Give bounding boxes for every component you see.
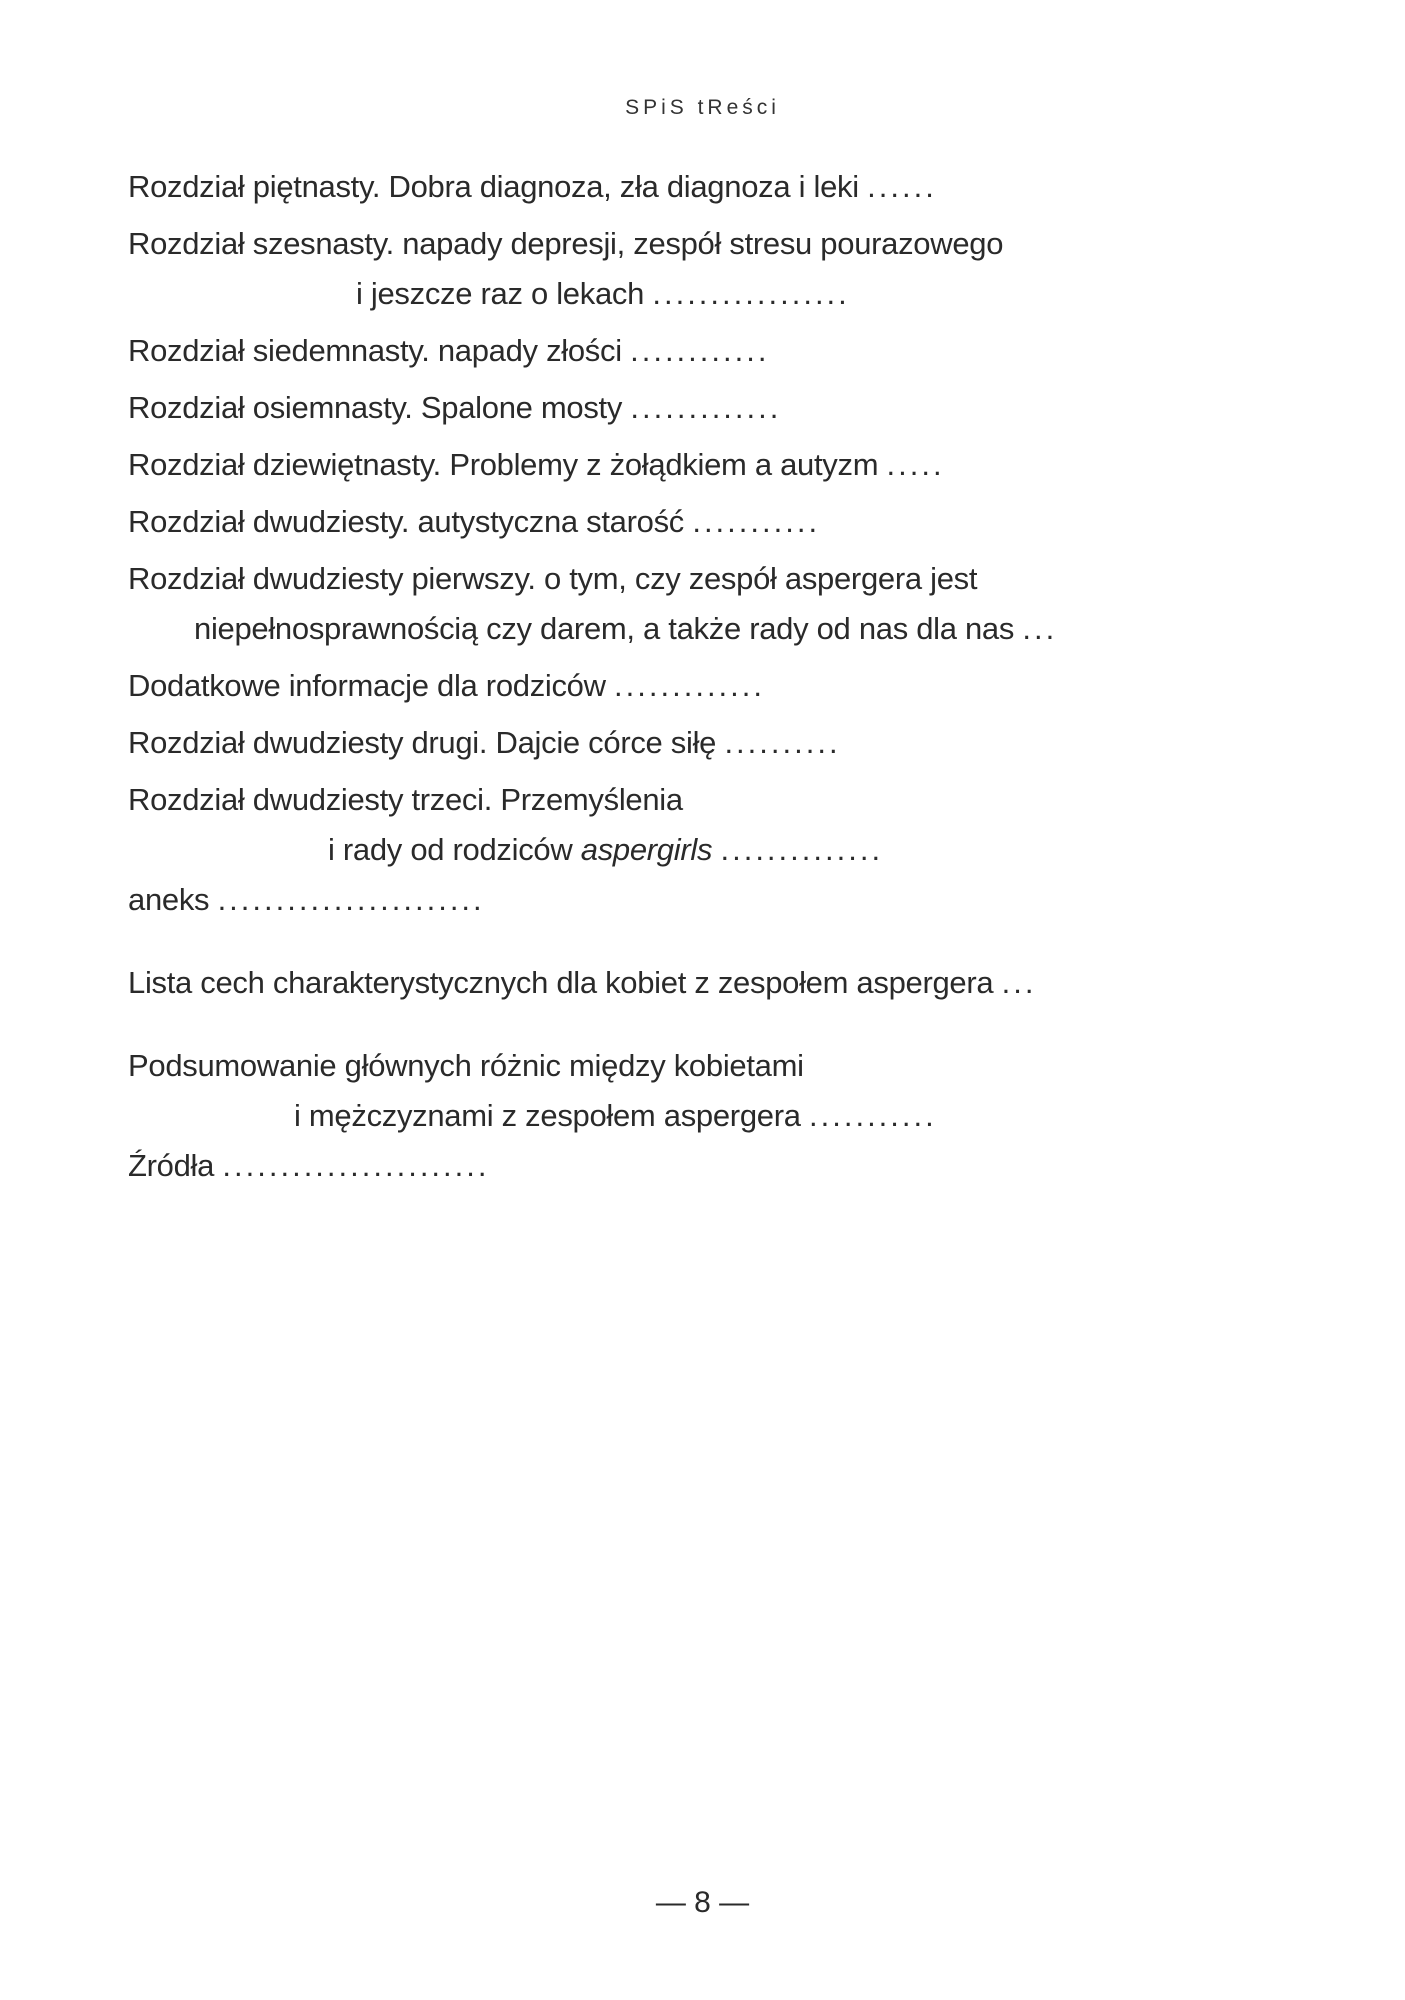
toc-entry: [128, 661, 1308, 711]
toc-entry: [128, 1041, 1308, 1141]
toc-entry-title-italic: aspergirls: [580, 832, 713, 867]
toc-entry: [128, 718, 1308, 768]
toc-entry-continuation: [128, 825, 1308, 875]
toc-entry: [128, 383, 1308, 433]
toc-entry-title: Lista cech charakterystycznych dla kobiet z zespołem aspergera: [128, 965, 994, 1000]
toc-entry-title: Rozdział dwudziesty. autystyczna starość: [128, 504, 684, 539]
toc-leader-dots: .....: [886, 447, 945, 482]
toc-entry-title: Rozdział osiemnasty. Spalone mosty: [128, 390, 623, 425]
toc-entry-continuation: [128, 604, 1308, 654]
toc-leader-dots: .................: [652, 276, 850, 311]
toc-leader-dots: ..............: [720, 832, 884, 867]
toc-entry-title: Rozdział dwudziesty drugi. Dajcie córce siłę: [128, 725, 717, 760]
toc-entry: [128, 326, 1308, 376]
toc-leader-dots: .............: [614, 668, 766, 703]
toc-entry-title: Rozdział dwudziesty pierwszy. o tym, czy zespół aspergera jest: [128, 561, 978, 596]
toc-entry: [128, 1141, 1308, 1191]
page-number: — 8 —: [655, 1886, 750, 1919]
toc-leader-dots: ...: [1001, 965, 1037, 1000]
toc-entry: [128, 775, 1308, 875]
toc-leader-dots: ..........: [724, 725, 841, 760]
toc-entry-title-cont: i rady od rodziców: [328, 832, 573, 867]
toc-entry: [128, 875, 1308, 925]
toc-entry-continuation: [128, 269, 1308, 319]
toc-leader-dots: ...........: [692, 504, 821, 539]
toc-leader-dots: .......................: [222, 1148, 490, 1183]
toc-entry-title-cont: i jeszcze raz o lekach: [356, 276, 645, 311]
toc-entry: [128, 554, 1308, 654]
toc-entry-title-cont: niepełnosprawnością czy darem, a także rady od nas dla nas: [194, 611, 1015, 646]
toc-leader-dots: .......................: [217, 882, 485, 917]
table-of-contents: [128, 162, 1308, 1191]
toc-entry-title: Rozdział siedemnasty. napady złości: [128, 333, 622, 368]
running-head: SPiS tReści: [625, 96, 780, 119]
toc-entry-title: Źródła: [128, 1148, 215, 1183]
toc-entry: [128, 162, 1308, 212]
toc-entry-title: Rozdział dziewiętnasty. Problemy z żołądkiem a autyzm: [128, 447, 879, 482]
toc-entry-title: Rozdział piętnasty. Dobra diagnoza, zła diagnoza i leki: [128, 169, 859, 204]
toc-leader-dots: .............: [630, 390, 782, 425]
toc-entry: [128, 219, 1308, 319]
toc-entry-title: Podsumowanie głównych różnic między kobietami: [128, 1048, 804, 1083]
toc-entry-title: Rozdział szesnasty. napady depresji, zespół stresu pourazowego: [128, 226, 1004, 261]
toc-entry: [128, 497, 1308, 547]
toc-leader-dots: ............: [630, 333, 770, 368]
toc-entry: [128, 440, 1308, 490]
toc-entry-title-cont: i mężczyznami z zespołem aspergera: [294, 1098, 801, 1133]
toc-entry-continuation: [128, 1091, 1308, 1141]
toc-leader-dots: ......: [867, 169, 937, 204]
toc-entry-title: Dodatkowe informacje dla rodziców: [128, 668, 606, 703]
toc-leader-dots: ...: [1022, 611, 1058, 646]
toc-leader-dots: ...........: [809, 1098, 937, 1133]
toc-entry: [128, 958, 1308, 1008]
toc-entry-title: aneks: [128, 882, 210, 917]
toc-entry-title: Rozdział dwudziesty trzeci. Przemyślenia: [128, 782, 683, 817]
